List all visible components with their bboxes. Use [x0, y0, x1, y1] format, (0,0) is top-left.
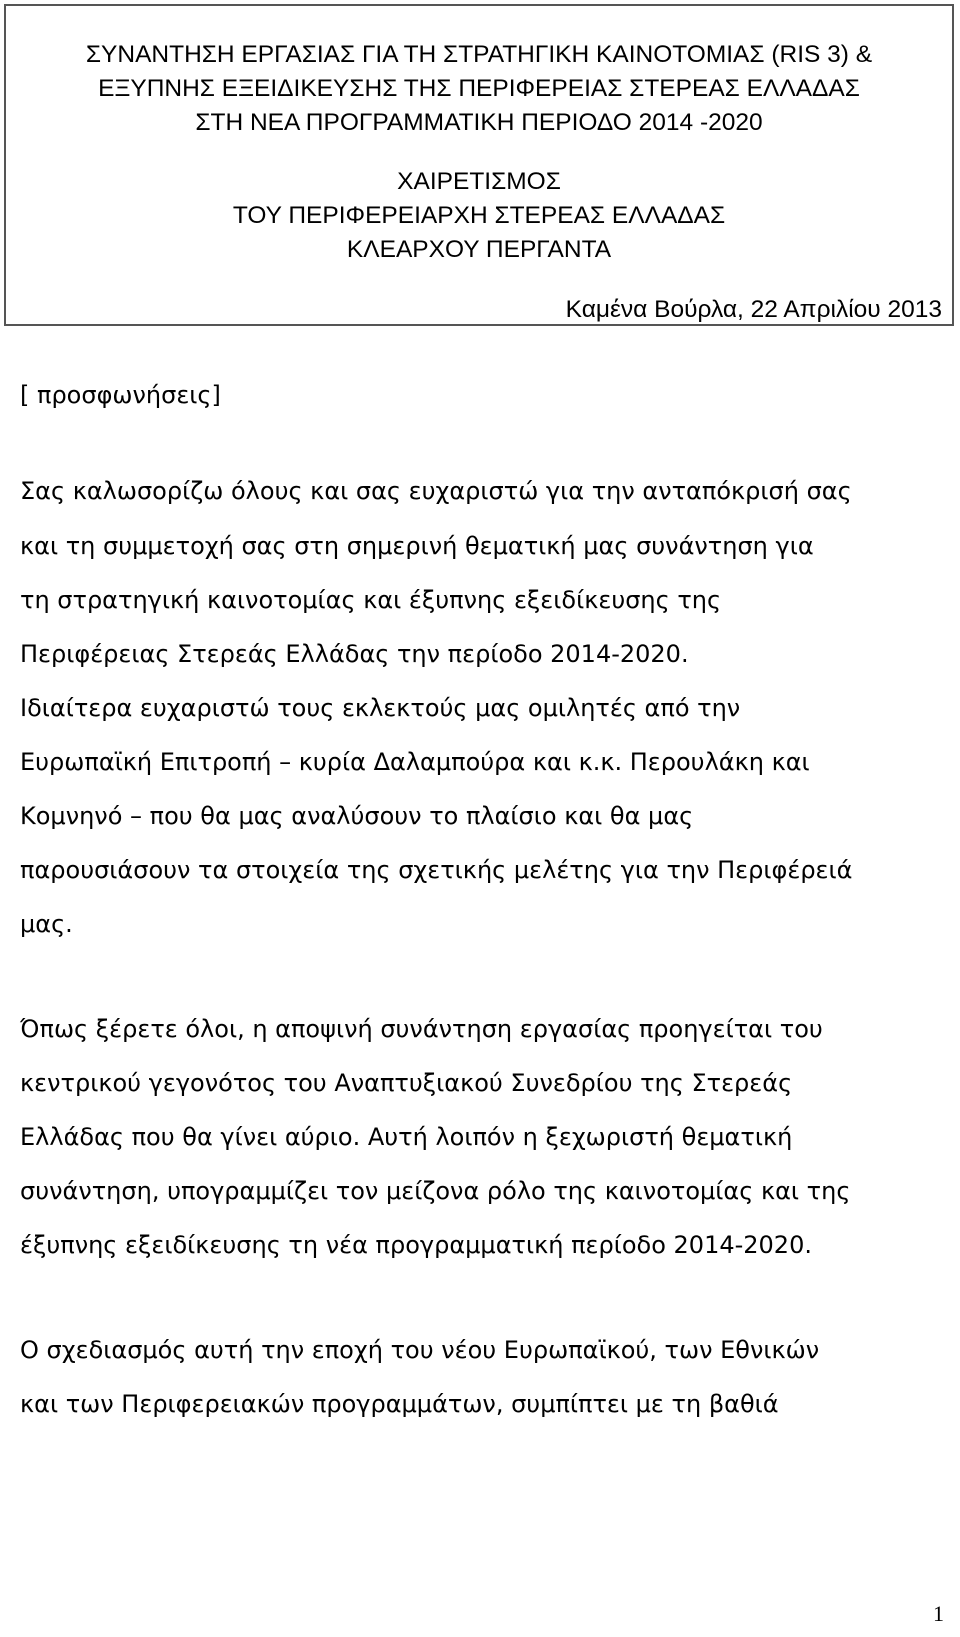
header-box: [4, 4, 954, 326]
place-date: Καμένα Βούρλα, 22 Απριλίου 2013: [565, 296, 942, 323]
paragraph-line: Όπως ξέρετε όλοι, η αποψινή συνάντηση εργασίας προηγείται του: [20, 1015, 823, 1043]
header-title-line: ΣΥΝΑΝΤΗΣΗ ΕΡΓΑΣΙΑΣ ΓΙΑ ΤΗ ΣΤΡΑΤΗΓΙΚΗ ΚΑΙΝΟΤΟΜΙΑΣ (RIS 3) &: [85, 41, 873, 68]
paragraph-line: Περιφέρειας Στερεάς Ελλάδας την περίοδο 2014-2020.: [20, 640, 689, 668]
paragraph-line: κεντρικού γεγονότος του Αναπτυξιακού Συνεδρίου της Στερεάς: [20, 1069, 793, 1097]
paragraph-line: Ευρωπαϊκή Επιτροπή – κυρία Δαλαμπούρα και κ.κ. Περουλάκη και: [20, 748, 810, 776]
page-number: 1: [933, 1601, 944, 1626]
salutation: [ προσφωνήσεις]: [20, 381, 221, 409]
paragraph-line: Ο σχεδιασμός αυτή την εποχή του νέου Ευρωπαϊκού, των Εθνικών: [20, 1336, 820, 1364]
paragraph-line: συνάντηση, υπογραμμίζει τον μείζονα ρόλο της καινοτομίας και της: [20, 1177, 851, 1205]
paragraph-line: μας.: [20, 910, 73, 938]
header-greeting-line: ΧΑΙΡΕΤΙΣΜΟΣ: [397, 168, 561, 195]
header-title-line: ΕΞΥΠΝΗΣ ΕΞΕΙΔΙΚΕΥΣΗΣ ΤΗΣ ΠΕΡΙΦΕΡΕΙΑΣ ΣΤΕΡΕΑΣ ΕΛΛΑΔΑΣ: [98, 75, 860, 102]
header-greeting-line: ΚΛΕΑΡΧΟΥ ΠΕΡΓΑΝΤΑ: [346, 236, 612, 263]
paragraph-line: Ελλάδας που θα γίνει αύριο. Αυτή λοιπόν η ξεχωριστή θεματική: [20, 1123, 793, 1151]
paragraph-line: τη στρατηγική καινοτομίας και έξυπνης εξειδίκευσης της: [20, 586, 722, 614]
paragraph-line: και τη συμμετοχή σας στη σημερινή θεματική μας συνάντηση για: [20, 532, 814, 560]
paragraph-line: Σας καλωσορίζω όλους και σας ευχαριστώ για την ανταπόκρισή σας: [20, 477, 852, 505]
header-greeting-line: ΤΟΥ ΠΕΡΙΦΕΡΕΙΑΡΧΗ ΣΤΕΡΕΑΣ ΕΛΛΑΔΑΣ: [232, 202, 726, 229]
paragraph-line: παρουσιάσουν τα στοιχεία της σχετικής μελέτης για την Περιφέρειά: [20, 856, 853, 884]
paragraph-line: Κομνηνό – που θα μας αναλύσουν το πλαίσιο και θα μας: [20, 802, 694, 830]
paragraph-line: και των Περιφερειακών προγραμμάτων, συμπίπτει με τη βαθιά: [20, 1390, 779, 1418]
header-title-line: ΣΤΗ ΝΕΑ ΠΡΟΓΡΑΜΜΑΤΙΚΗ ΠΕΡΙΟΔΟ 2014 -2020: [195, 109, 763, 136]
paragraph-line: έξυπνης εξειδίκευσης τη νέα προγραμματική περίοδο 2014-2020.: [20, 1231, 812, 1259]
paragraph-line: Ιδιαίτερα ευχαριστώ τους εκλεκτούς μας ομιλητές από την: [20, 694, 741, 722]
